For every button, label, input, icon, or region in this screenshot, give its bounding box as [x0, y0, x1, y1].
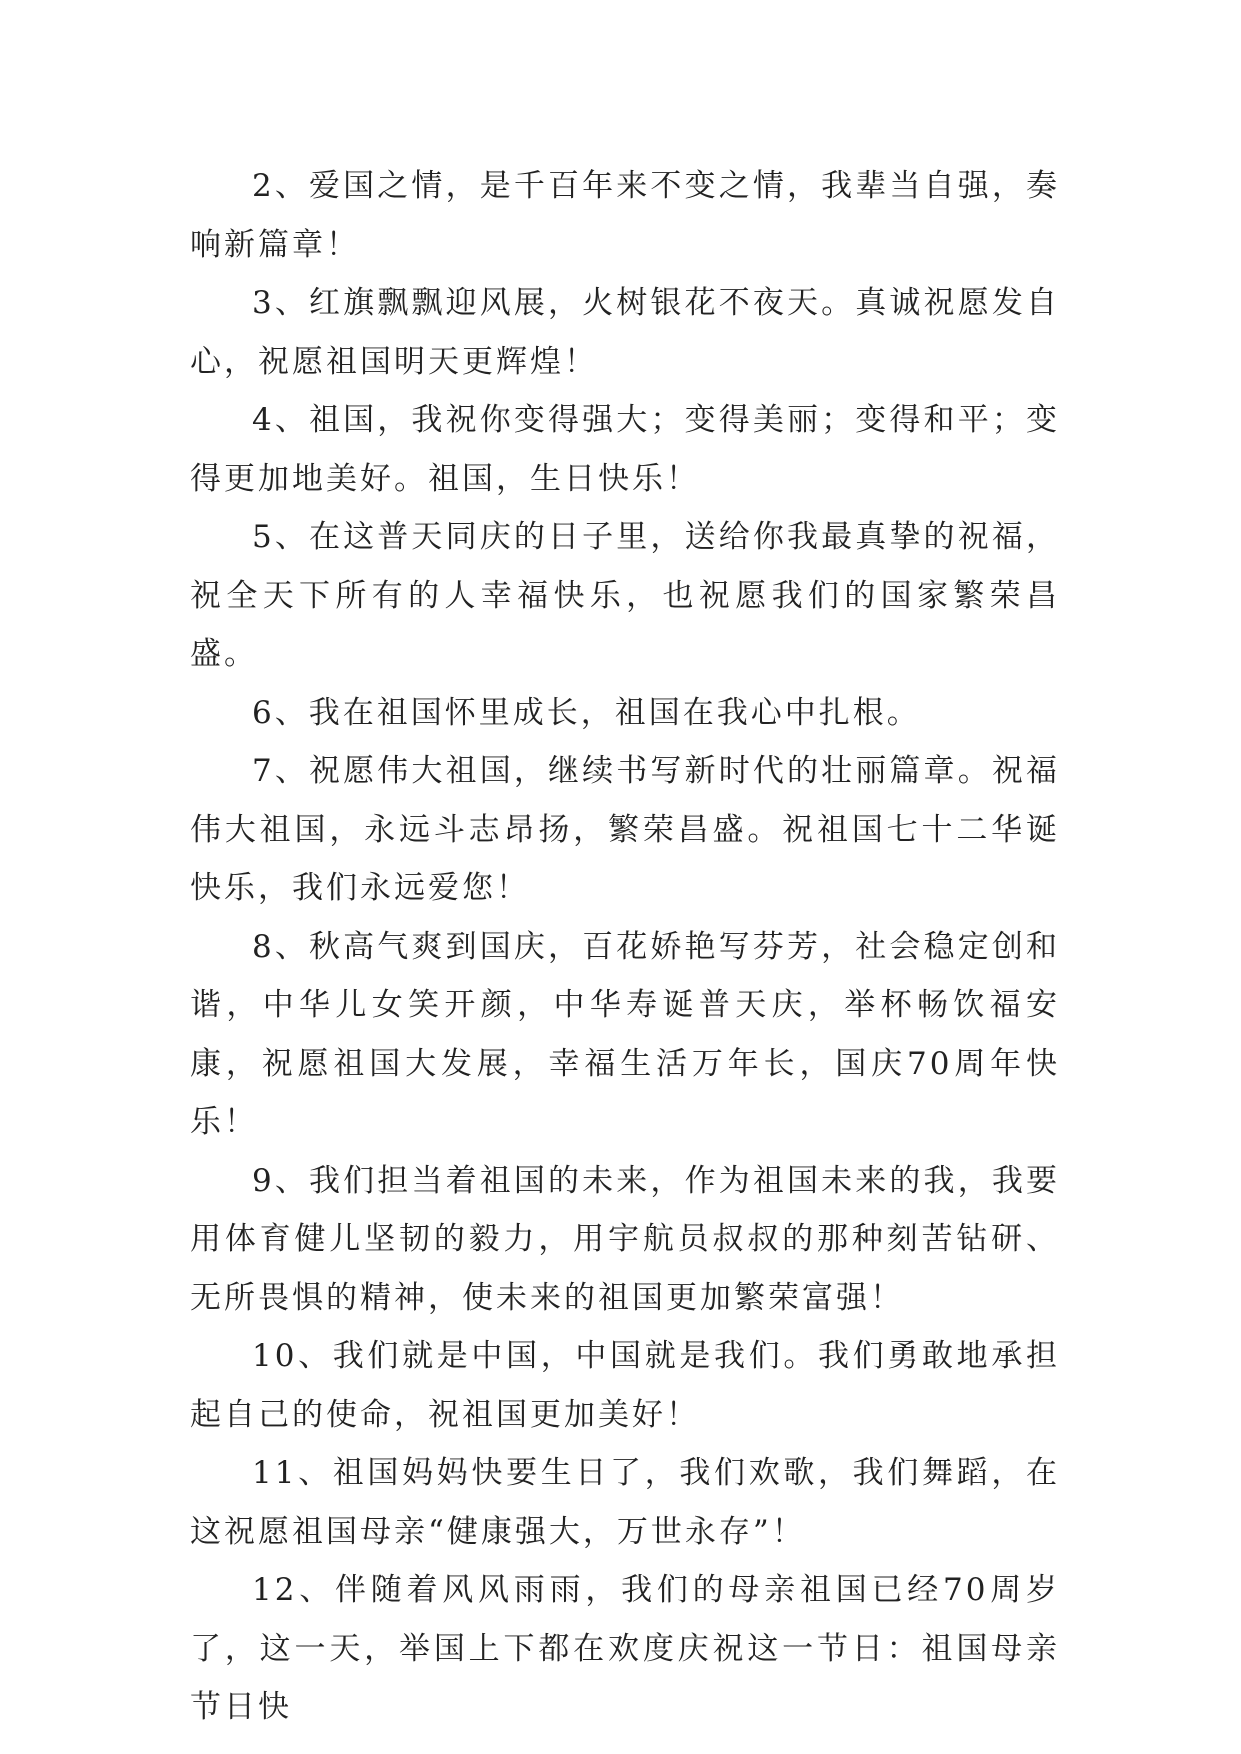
paragraph-2: 2、爱国之情，是千百年来不变之情，我辈当自强，奏响新篇章！: [190, 168, 1060, 263]
paragraph-11: 11、祖国妈妈快要生日了，我们欢歌，我们舞蹈，在这祝愿祖国母亲“健康强大，万世永存”！: [190, 1455, 1060, 1550]
paragraph-6: 6、我在祖国怀里成长，祖国在我心中扎根。: [252, 694, 921, 731]
paragraph-4: 4、祖国，我祝你变得强大；变得美丽；变得和平；变得更加地美好。祖国，生日快乐！: [190, 402, 1060, 497]
paragraph-12: 12、伴随着风风雨雨，我们的母亲祖国已经70周岁了，这一天，举国上下都在欢度庆祝这一节日：祖国母亲节日快: [190, 1572, 1060, 1725]
document-body: [190, 157, 1060, 1737]
paragraph-8: 8、秋高气爽到国庆，百花娇艳写芬芳，社会稳定创和谐，中华儿女笑开颜，中华寿诞普天庆，举杯畅饮福安康，祝愿祖国大发展，幸福生活万年长，国庆70周年快乐！: [190, 928, 1060, 1140]
paragraph-7: 7、祝愿伟大祖国，继续书写新时代的壮丽篇章。祝福伟大祖国，永远斗志昂扬，繁荣昌盛。祝祖国七十二华诞快乐，我们永远爱您！: [190, 753, 1060, 906]
paragraph-9: 9、我们担当着祖国的未来，作为祖国未来的我，我要用体育健儿坚韧的毅力，用宇航员叔叔的那种刻苦钻研、无所畏惧的精神，使未来的祖国更加繁荣富强！: [190, 1162, 1060, 1316]
paragraph-3: 3、红旗飘飘迎风展，火树银花不夜天。真诚祝愿发自心，祝愿祖国明天更辉煌！: [190, 285, 1060, 380]
paragraph-10: 10、我们就是中国，中国就是我们。我们勇敢地承担起自己的使命，祝祖国更加美好！: [190, 1338, 1060, 1433]
paragraph-5: 5、在这普天同庆的日子里，送给你我最真挚的祝福，祝全天下所有的人幸福快乐，也祝愿我们的国家繁荣昌盛。: [190, 519, 1060, 672]
